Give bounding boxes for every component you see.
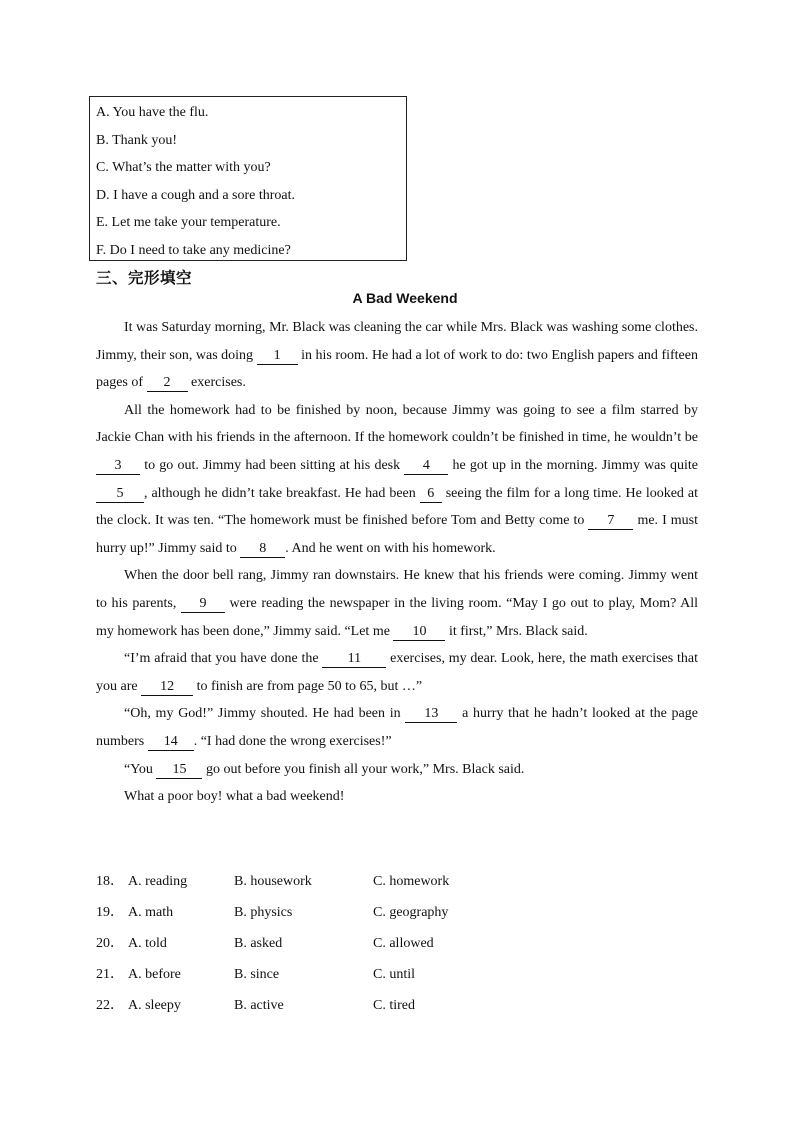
blank-5[interactable]: 5: [96, 486, 144, 503]
option-d: D. I have a cough and a sore throat.: [96, 187, 296, 203]
passage-text: “Oh, my God!” Jimmy shouted. He had been in: [124, 706, 406, 722]
question-19: [96, 897, 449, 928]
question-number: 22．: [96, 998, 124, 1013]
blank-14[interactable]: 14: [148, 734, 194, 751]
choice-b[interactable]: B. asked: [234, 936, 283, 951]
passage-text: to go out. Jimmy had been sitting at his desk: [140, 457, 405, 473]
passage-title-row: [0, 290, 794, 306]
question-number: 20．: [96, 936, 124, 951]
blank-11[interactable]: 11: [322, 651, 386, 668]
paragraph-7: What a poor boy! what a bad weekend!: [124, 789, 345, 805]
question-number: 18．: [96, 874, 124, 889]
choice-a[interactable]: A. reading: [128, 874, 188, 889]
question-number: 21．: [96, 967, 124, 982]
choice-b[interactable]: B. since: [234, 967, 280, 982]
passage-text: , although he didn’t take breakfast. He had been: [144, 485, 420, 501]
dialogue-options-box: [89, 96, 407, 261]
paragraph-4: [96, 645, 698, 700]
blank-6[interactable]: 6: [420, 486, 442, 503]
option-e: E. Let me take your temperature.: [96, 215, 281, 231]
question-20: [96, 928, 449, 959]
blank-8[interactable]: 8: [240, 541, 285, 558]
paragraph-3: [96, 562, 698, 645]
passage-text: seeing the film for a long time. He looked at the clock. It was ten. “The homework must be finished before Tom and Betty come to: [96, 485, 698, 529]
passage-text: “I’m afraid that you have done the: [124, 651, 323, 667]
choice-a[interactable]: A. told: [128, 936, 167, 951]
choice-c[interactable]: C. geography: [373, 905, 449, 920]
passage-text: exercises.: [187, 375, 246, 391]
blank-13[interactable]: 13: [405, 706, 457, 723]
blank-7[interactable]: 7: [588, 513, 633, 530]
option-a: A. You have the flu.: [96, 105, 209, 120]
choice-c[interactable]: C. allowed: [373, 936, 434, 951]
blank-15[interactable]: 15: [156, 762, 202, 779]
blank-1[interactable]: 1: [257, 348, 298, 365]
blank-3[interactable]: 3: [96, 458, 140, 475]
passage-text: a hurry that he hadn’t looked at the page numbers: [96, 706, 698, 749]
passage-text: All the homework had to be finished by noon, because Jimmy was going to see a film starred by Jackie Chan with his friends in the afternoon. If the homework couldn’t be finished in time, he wouldn’t be: [96, 402, 698, 446]
paragraph-2: [96, 397, 698, 563]
choice-b[interactable]: B. active: [234, 998, 284, 1013]
passage-text: in his room. He had a lot of work to do: two English papers and fifteen pages of: [96, 347, 698, 391]
choice-a[interactable]: A. math: [128, 905, 174, 920]
choice-a[interactable]: A. before: [128, 967, 181, 982]
choice-c[interactable]: C. until: [373, 967, 416, 982]
passage-text: . “I had done the wrong exercises!”: [193, 733, 392, 749]
paragraph-6: [96, 756, 698, 784]
blank-4[interactable]: 4: [404, 458, 448, 475]
passage-text: were reading the newspaper in the living room. “May I go out to play, Mom? All my homework has been done,” Jimmy said. “Let me: [96, 595, 699, 639]
choice-c[interactable]: C. homework: [373, 874, 450, 889]
passage-text: . And he went on with his homework.: [285, 540, 496, 556]
option-b: B. Thank you!: [96, 132, 178, 148]
blank-12[interactable]: 12: [141, 679, 193, 696]
passage-text: When the door bell rang, Jimmy ran downstairs. He knew that his friends were coming. Jimmy went to his parents,: [96, 568, 698, 611]
question-18: [96, 866, 449, 897]
choice-b[interactable]: B. housework: [234, 874, 312, 889]
paragraph-1: [96, 314, 698, 397]
cloze-passage: [96, 314, 698, 811]
passage-text: me. I must hurry up!” Jimmy said to: [96, 513, 698, 556]
blank-9[interactable]: 9: [181, 596, 225, 613]
section-heading: 三、完形填空: [96, 269, 193, 287]
choice-a[interactable]: A. sleepy: [128, 998, 181, 1013]
passage-title: A Bad Weekend: [352, 290, 458, 306]
passage-text: “You: [124, 761, 157, 777]
passage-text: he got up in the morning. Jimmy was quite: [448, 457, 698, 473]
passage-text: It was Saturday morning, Mr. Black was cleaning the car while Mrs. Black was washing some clothes. Jimmy, their son, was doing: [96, 320, 698, 363]
question-list: [96, 866, 449, 1021]
blank-2[interactable]: 2: [147, 375, 188, 392]
option-f: F. Do I need to take any medicine?: [96, 242, 291, 258]
choice-b[interactable]: B. physics: [234, 905, 293, 920]
option-c: C. What’s the matter with you?: [96, 160, 271, 176]
blank-10[interactable]: 10: [393, 624, 445, 641]
question-number: 19．: [96, 905, 124, 920]
paragraph-5: [96, 700, 698, 755]
passage-text: to finish are from page 50 to 65, but …”: [193, 678, 423, 694]
passage-text: it first,” Mrs. Black said.: [445, 623, 588, 639]
passage-text: exercises, my dear. Look, here, the math exercises that you are: [96, 651, 698, 694]
passage-text: go out before you finish all your work,” Mrs. Black said.: [202, 761, 525, 777]
choice-c[interactable]: C. tired: [373, 998, 415, 1013]
question-22: [96, 990, 449, 1021]
question-21: [96, 959, 449, 990]
